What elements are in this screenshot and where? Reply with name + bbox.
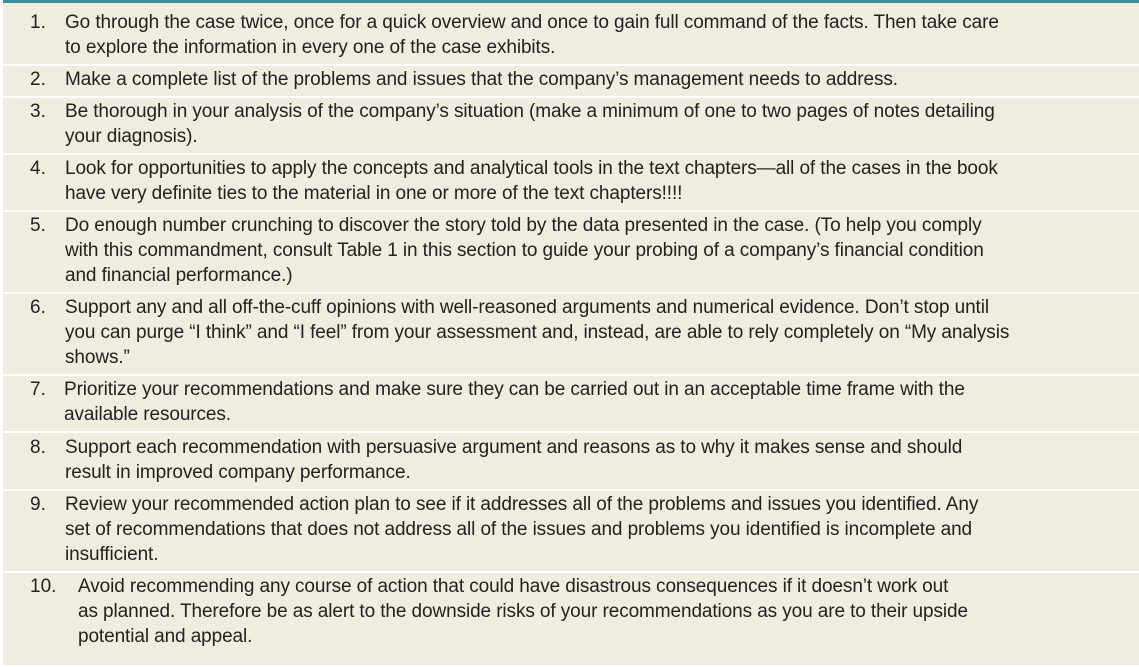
text-line: your diagnosis).	[65, 126, 198, 147]
item-number: 7.	[30, 379, 46, 400]
item-separator	[3, 153, 1139, 155]
text-line: result in improved company performance.	[65, 462, 411, 483]
text-line: as planned. Therefore be as alert to the downside risks of your recommendations as you are to their upside	[78, 601, 968, 622]
item-text	[65, 213, 1125, 288]
item-separator	[3, 374, 1139, 376]
text-line: and financial performance.)	[65, 265, 293, 286]
text-line: Prioritize your recommendations and make sure they can be carried out in an acceptable time frame with the	[64, 379, 965, 400]
item-text	[65, 435, 1125, 485]
item-text	[64, 377, 1124, 427]
text-line: available resources.	[64, 404, 231, 425]
item-text	[65, 99, 1125, 149]
text-line: Avoid recommending any course of action that could have disastrous consequences if it doesn’t work out	[78, 576, 949, 597]
item-separator	[3, 210, 1139, 212]
text-line: Review your recommended action plan to see if it addresses all of the problems and issues you identified. Any	[65, 494, 979, 515]
text-line: Support each recommendation with persuasive argument and reasons as to why it makes sense and should	[65, 437, 963, 458]
text-line: Look for opportunities to apply the concepts and analytical tools in the text chapters—all of the cases in the book	[65, 158, 998, 179]
item-number: 3.	[30, 101, 46, 122]
text-line: you can purge “I think” and “I feel” from your assessment and, instead, are able to rely completely on “My analysis	[65, 322, 1010, 343]
item-number: 6.	[30, 297, 46, 318]
item-text	[65, 492, 1125, 567]
text-line: Do enough number crunching to discover the story told by the data presented in the case. (To help you comply	[65, 215, 982, 236]
item-text	[65, 295, 1125, 370]
text-line: have very definite ties to the material in one or more of the text chapters!!!!	[65, 183, 683, 204]
item-number: 8.	[30, 437, 46, 458]
item-number: 5.	[30, 215, 46, 236]
item-number: 2.	[30, 69, 46, 90]
item-separator	[3, 292, 1139, 294]
text-line: Support any and all off-the-cuff opinions with well-reasoned arguments and numerical evidence. Don’t stop until	[65, 297, 989, 318]
text-line: potential and appeal.	[78, 626, 253, 647]
text-line: set of recommendations that does not address all of the issues and problems you identified is incomplete and	[65, 519, 973, 540]
text-line: Be thorough in your analysis of the company’s situation (make a minimum of one to two pages of notes detailing	[65, 101, 995, 122]
item-number: 4.	[30, 158, 46, 179]
item-separator	[3, 489, 1139, 491]
item-text	[65, 67, 1125, 92]
item-separator	[3, 431, 1139, 433]
numbered-list	[3, 3, 1139, 665]
item-text	[65, 10, 1125, 60]
text-line: shows.”	[65, 347, 130, 368]
item-number: 1.	[30, 12, 46, 33]
text-line: Go through the case twice, once for a quick overview and once to gain full command of the facts. Then take care	[65, 12, 999, 33]
item-separator	[3, 571, 1139, 573]
item-text	[78, 574, 1123, 649]
item-separator	[3, 96, 1139, 98]
commandments-panel	[3, 0, 1139, 667]
text-line: insufficient.	[65, 544, 159, 565]
text-line: Make a complete list of the problems and issues that the company’s management needs to address.	[65, 69, 898, 90]
item-text	[65, 156, 1125, 206]
item-number: 9.	[30, 494, 46, 515]
text-line: with this commandment, consult Table 1 in this section to guide your probing of a company’s financial condition	[65, 240, 984, 261]
item-number: 10.	[30, 576, 57, 597]
item-separator	[3, 64, 1139, 66]
text-line: to explore the information in every one of the case exhibits.	[65, 37, 556, 58]
